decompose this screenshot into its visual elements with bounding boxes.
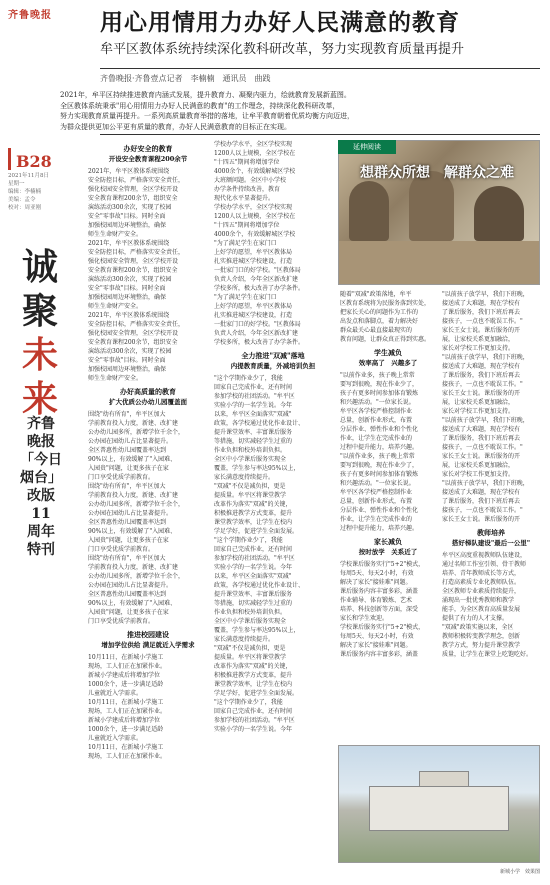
body-line: 以来，牟平区全面落实"双减"	[214, 573, 292, 580]
body-line: 90%以上，有效缓解了"入园难、	[88, 456, 177, 463]
body-line: 10月11日，在新城小学施工	[88, 654, 164, 661]
body-line: 改革作为落实"双减"的关键，	[214, 663, 292, 670]
body-line: 加强校园周边环境整治，确保	[88, 222, 167, 229]
body-line: 出发点和落脚点，着力解决好	[340, 318, 419, 325]
masthead-logo: 齐鲁晚报	[8, 10, 52, 21]
body-line: 10月11日，在新城小学施工	[88, 744, 164, 751]
body-line: 孩子有更多时间参加体育锻炼	[340, 471, 419, 478]
body-line: 全区普惠性幼儿园覆盖率达到	[88, 519, 167, 526]
divider	[100, 68, 540, 69]
body-line: 随着"双减"政策落地，牟平	[340, 291, 412, 298]
body-line: 家长对学校工作更加支持。	[442, 471, 515, 478]
body-line: 全区教师专业素质持续提升，	[442, 588, 521, 595]
body-line: 接送成了大难题，现在学校有	[442, 489, 521, 496]
body-line: "十四五"期间将增加学位	[214, 222, 280, 229]
body-line: 演练活动300余次，实现了校园	[88, 204, 172, 211]
body-line: 每周5天、每天2小时，有效	[340, 633, 414, 640]
section-heading: 全力推进"双减"落地	[241, 351, 305, 360]
body-line: 等措施，切实减轻学生过重的	[214, 438, 293, 445]
body-line: 学足学好，促进学生全面发展。	[214, 690, 299, 697]
body-line: 过程中提升能力，培养兴趣。	[340, 525, 419, 532]
body-line: 培养、科技创新等方面，深受	[340, 606, 419, 613]
body-line: 入园贵"问题，让更多孩子在家	[88, 537, 169, 544]
body-line: 涌现出一批优秀教师和教学	[442, 597, 515, 604]
feature-title: 想群众所想 解群众之难	[360, 165, 514, 181]
body-line: 提升课堂效率、丰富课后服务	[214, 429, 293, 436]
body-line: 接送成了大难题，现在学校有	[442, 363, 521, 370]
body-line: 新城小学建成后将增加学位	[88, 672, 161, 679]
body-line: 要写到很晚，现在作业少了，	[340, 381, 419, 388]
body-line: 公办幼儿园多所，新增学位千余个，	[88, 573, 185, 580]
body-line: 改革作为落实"双减"的关键，	[214, 501, 292, 508]
body-line: 2021年，牟平区教体系统围绕	[88, 168, 170, 175]
body-line: "这个学期作业少了，我能	[214, 699, 283, 706]
meta-line: 星期一	[8, 181, 25, 187]
body-line: 安全防控目标，严格落实安全责任，	[88, 321, 185, 328]
body-line: 围绕"幼有所育"，牟平区加大	[88, 483, 166, 490]
section-subheading: 内提教育质量，外减培训负担	[230, 362, 316, 370]
body-line: 作业，让学生在完成作业的	[340, 435, 413, 442]
body-line: "以前孩子放学早，我们下班晚，	[442, 291, 529, 298]
body-line: 强化校园安全管理，全区学校开设	[88, 330, 179, 337]
body-line: 展，让家校关系更加融洽，	[442, 336, 515, 343]
body-line: 牟平区高度重视教师队伍建设，	[442, 552, 527, 559]
body-line: 能手，为全区教育高质量发展	[442, 606, 521, 613]
body-line: 学校办学水平，全区学校实现	[214, 204, 293, 211]
body-line: 作业负担和校外培训负担。	[214, 447, 287, 454]
body-line: 总量，创新作业形式，布置	[340, 498, 413, 505]
body-line: 家长王女士说。课后服务的开	[442, 516, 521, 523]
body-line: 扎实推进城区学校建设，打造	[214, 312, 293, 319]
page-number: B28	[16, 152, 52, 171]
body-line: 1000余个，进一步满足适龄	[88, 681, 164, 688]
body-line: 学校办学水平，全区学校实现	[214, 141, 293, 148]
body-line: 和兴趣活动。"一位家长说。	[340, 480, 415, 487]
body-line: 群众最关心最直接最现实的	[340, 327, 413, 334]
body-line: 4000余个，有效缓解城区学校	[214, 168, 296, 175]
body-line: 1200人以上规模，全区学校在	[214, 213, 296, 220]
body-line: 了课后服务，我们下班后再去	[442, 435, 521, 442]
body-line: 教师积极转变教学理念，创新	[442, 633, 521, 640]
body-line: 师生生命财产安全。	[88, 375, 143, 382]
section-subheading: 开设安全教育课程200余节	[108, 155, 188, 163]
anniversary-line: 晚报	[27, 434, 55, 450]
body-line: 安全"零事故"目标。同时全面	[88, 357, 166, 364]
body-line: 公办园在园幼儿占比显著提升。	[88, 510, 173, 517]
body-line: 公办幼儿园多所，新增学位千余个，	[88, 501, 185, 508]
body-line: 上好学的愿望，牟平区教体局	[214, 303, 293, 310]
feature-column-a	[340, 290, 436, 740]
body-line: 提供了有力的人才支撑。	[442, 615, 509, 622]
body-line: 作业负担和校外培训负担。	[214, 609, 287, 616]
body-line: 儿童就近入学需求。	[88, 690, 143, 697]
body-line: 门口享受优质学前教育。	[88, 474, 155, 481]
body-line: 家长对学校工作更加支持。	[442, 408, 515, 415]
body-line: 家长王女士说。课后服务的开	[442, 390, 521, 397]
body-line: 大班额问题。全区中小学校	[214, 177, 287, 184]
section-heading: 学生减负	[374, 348, 402, 357]
body-line: 家长满意度持续提升。	[214, 636, 275, 643]
body-line: 入园贵"问题，让更多孩子在家	[88, 609, 169, 616]
body-line: 提升课堂效率、丰富课后服务	[214, 591, 293, 598]
body-line: 安全教育课程200余节，组织安全	[88, 195, 178, 202]
body-line: 教学方式，努力提升课堂教学	[442, 642, 521, 649]
slogan-char: 来	[21, 378, 58, 420]
body-line: "这个学期作业少了，我能	[214, 537, 283, 544]
body-line: 公办幼儿园多所，新增学位千余个，	[88, 429, 185, 436]
body-line: 学前教育投入力度，新建、改扩建	[88, 492, 179, 499]
body-line: 门口享受优质学前教育。	[88, 618, 155, 625]
body-line: 参加学校的社团活动。"牟平区	[214, 555, 295, 562]
body-line: 全区普惠性幼儿园覆盖率达到	[88, 591, 167, 598]
anniversary-line: 改版	[27, 488, 55, 504]
anniversary-line: 11	[31, 506, 51, 522]
body-line: 一批家门口的好学校。"区教体局	[214, 267, 301, 274]
body-line: 公办园在园幼儿占比显著提升。	[88, 582, 173, 589]
body-line: 加强校园周边环境整治，确保	[88, 366, 167, 373]
body-line: 展，让家校关系更加融洽，	[442, 399, 515, 406]
body-line: 学前教育投入力度，新建、改扩建	[88, 564, 179, 571]
page-subhead: 牟平区教体系统持续深化教科研改革，努力实现教育质量再提升	[100, 42, 465, 57]
section-subheading: 搭好梯队建设"最后一公里"	[451, 539, 531, 547]
body-line: 演练活动300余次，实现了校园	[88, 348, 172, 355]
body-line: 展，让家校关系更加融洽，	[442, 462, 515, 469]
body-line: "双减"不仅是减负担，更是	[214, 645, 286, 652]
body-line: 现场，工人们正在加紧作业。	[88, 708, 167, 715]
body-line: 了课后服务，我们下班后再去	[442, 498, 521, 505]
body-line: 接孩子，一点也不耽误工作。"	[442, 318, 523, 325]
anniversary-line: 烟台」	[20, 470, 62, 486]
body-line: 要写到很晚，现在作业少了，	[340, 462, 419, 469]
school-building-rendering	[338, 745, 540, 863]
lead-line: 努力实现教育质量再提升。一系列高质量教育举措的落地，让牟平教育朝着优质均衡方向迈进，	[60, 112, 354, 120]
body-line: 公办园在园幼儿占比显著提升。	[88, 438, 173, 445]
body-line: 家长对学校工作更加支持。	[442, 345, 515, 352]
body-line: 扎实推进城区学校建设，打造	[214, 258, 293, 265]
section-heading: 推进校园建设	[127, 630, 169, 639]
body-line: 过程中提升能力，培养兴趣。	[340, 444, 419, 451]
body-line: 解决了家长"接娃难"问题。	[340, 579, 412, 586]
body-line: 入园贵"问题，让更多孩子在家	[88, 465, 169, 472]
body-line: 师生生命财产安全。	[88, 231, 143, 238]
body-line: 孩子有更多时间参加体育锻炼	[340, 390, 419, 397]
body-line: 分层作业、弹性作业和个性化	[340, 426, 419, 433]
body-line: "为了满足学生在家门口	[214, 240, 277, 247]
body-line: 负责人介绍，今年全区新改扩建	[214, 330, 299, 337]
body-line: 全区中小学课后服务实现全	[214, 618, 287, 625]
body-line: 接孩子，一点也不耽误工作。"	[442, 507, 523, 514]
body-line: 安全教育课程200余节，组织安全	[88, 267, 178, 274]
body-line: 90%以上，有效缓解了"入园难、	[88, 600, 177, 607]
body-line: 培养、青年教师成长等方式，	[442, 570, 521, 577]
body-line: 学校多所，极大改善了办学条件。	[214, 339, 305, 346]
body-line: 家长和学生欢迎。	[340, 615, 389, 622]
body-line: 以来，牟平区全面落实"双减"	[214, 411, 292, 418]
body-line: 回家自己完成作业，还有时间	[214, 384, 293, 391]
anniversary-line: 齐鲁	[27, 416, 55, 432]
body-line: 作业辅导、体育锻炼、艺术	[340, 597, 413, 604]
body-line: 质量，让学生在课堂上吃饱吃好。	[442, 651, 533, 658]
byline: 齐鲁晚报·齐鲁壹点记者 李楠楠 通讯员 曲践	[100, 74, 271, 83]
body-line: 90%以上，有效缓解了"入园难、	[88, 528, 177, 535]
body-line: 演练活动300余次，实现了校园	[88, 276, 172, 283]
body-line: 家长王女士说。课后服务的开	[442, 327, 521, 334]
body-line: 了课后服务，我们下班后再去	[442, 372, 521, 379]
section-heading: 办好高质量的教育	[120, 387, 176, 396]
body-line: 打造高素质专业化教师队伍。	[442, 579, 521, 586]
body-line: 分层作业、弹性作业和个性化	[340, 507, 419, 514]
body-line: 积极推进教学方式变革，提升	[214, 672, 293, 679]
body-line: 全区普惠性幼儿园覆盖率达到	[88, 447, 167, 454]
section-heading: 教师培养	[477, 528, 505, 537]
vertical-slogan	[10, 245, 70, 421]
body-line: 1000余个，进一步满足适龄	[88, 726, 164, 733]
slogan-char: 聚	[21, 290, 58, 332]
body-line: 课堂教学效率，让学生在校内	[214, 519, 293, 526]
body-line: 4000余个，有效缓解城区学校	[214, 231, 296, 238]
anniversary-line: 「今日	[20, 452, 62, 468]
body-line: 学足学好，促进学生全面发展。	[214, 528, 299, 535]
body-line: "以前孩子放学早，我们下班晚，	[442, 417, 529, 424]
body-line: 安全"零事故"目标。同时全面	[88, 285, 166, 292]
slogan-char: 未	[21, 334, 58, 376]
body-line: 强化校园安全管理，全区学校开设	[88, 186, 179, 193]
body-line: 实验小学的一名学生说。今年	[214, 402, 293, 409]
body-line: 新城小学建成后将增加学位	[88, 717, 161, 724]
body-line: 教育问题，让群众真正得到实惠。	[340, 336, 431, 343]
body-line: 覆盖，学生参与率达95%以上，	[214, 465, 300, 472]
feature-column-b	[442, 290, 540, 740]
section-heading: 家长减负	[374, 537, 402, 546]
body-line: 学校课后服务实行"5+2"模式，	[340, 561, 425, 568]
body-line: 强化校园安全管理，全区学校开设	[88, 258, 179, 265]
slogan-char: 诚	[21, 246, 58, 288]
body-line: 提质量。牟平区将课堂教学	[214, 654, 287, 661]
body-line: 课堂教学效率，让学生在校内	[214, 681, 293, 688]
section-subheading: 按时放学 关系近了	[358, 548, 418, 556]
body-line: 政策，各学校通过优化作业设计、	[214, 420, 305, 427]
body-line: 全区中小学课后服务实现全	[214, 456, 287, 463]
body-line: "这个学期作业少了，我能	[214, 375, 283, 382]
body-line: 参加学校的社团活动。"牟平区	[214, 717, 295, 724]
body-line: 覆盖，学生参与率达95%以上，	[214, 627, 300, 634]
body-line: 接孩子，一点也不耽误工作。"	[442, 381, 523, 388]
page-headline: 用心用情用力办好人民满意的教育	[100, 9, 460, 36]
body-line: 回家自己完成作业，还有时间	[214, 546, 293, 553]
body-line: 围绕"幼有所育"，牟平区加大	[88, 555, 166, 562]
body-line: "以前孩子放学早，我们下班晚，	[442, 354, 529, 361]
body-line: 课后服务内容丰富多彩，涵盖	[340, 651, 419, 658]
body-line: 实验小学的一名学生说。今年	[214, 564, 293, 571]
lead-line: 2021年，牟平区持续推进教育内涵式发展，提升教育力、凝聚内驱力，绘就教育发展新蓝图。	[60, 91, 351, 99]
body-line: 安全教育课程200余节，组织安全	[88, 339, 178, 346]
body-line: 接送成了大难题，现在学校有	[442, 300, 521, 307]
divider	[100, 134, 540, 135]
body-line: "十四五"期间将增加学位	[214, 159, 280, 166]
body-line: 10月11日，在新城小学施工	[88, 699, 164, 706]
body-line: 回家自己完成作业，还有时间	[214, 708, 293, 715]
body-line: 现场，工人们正在加紧作业。	[88, 753, 167, 760]
body-line: 儿童就近入学需求。	[88, 735, 143, 742]
section-subheading: 扩大优质公办幼儿园覆盖面	[109, 398, 187, 406]
body-line: 安全防控目标，严格落实安全责任，	[88, 177, 185, 184]
body-line: "以前作业多，孩子晚上常常	[340, 372, 415, 379]
body-line: 政策，各学校通过优化作业设计、	[214, 582, 305, 589]
body-line: 负责人介绍，今年全区新改扩建	[214, 276, 299, 283]
body-line: 学前教育投入力度，新建、改扩建	[88, 420, 179, 427]
body-line: 学校多所，极大改善了办学条件。	[214, 285, 305, 292]
body-line: 接孩子，一点也不耽误工作。"	[442, 444, 523, 451]
body-line: 积极推进教学方式变革，提升	[214, 510, 293, 517]
body-line: 总量，创新作业形式，布置	[340, 417, 413, 424]
body-line: 2021年，牟平区教体系统围绕	[88, 312, 170, 319]
body-line: 家长王女士说。课后服务的开	[442, 453, 521, 460]
page-meta	[8, 172, 62, 212]
body-line: 1200人以上规模，全区学校在	[214, 150, 296, 157]
meta-line: 编辑：李楠楠	[8, 189, 42, 195]
meta-line: 美编：孟令	[8, 197, 36, 203]
body-line: 通过名师工作室引领、骨干教师	[442, 561, 527, 568]
lead-line: 全区教体系统秉承"用心用情用力办好人民满意的教育"的工作理念，持续深化教科研改革，	[60, 101, 340, 110]
body-line: 解决了家长"接娃难"问题。	[340, 642, 412, 649]
anniversary-line: 周年	[27, 524, 55, 540]
body-line: 把家长关心的问题作为工作的	[340, 309, 419, 316]
meta-line: 2021年11月8日	[8, 173, 49, 179]
section-subheading: 效率高了 兴趣多了	[358, 359, 418, 367]
body-line: "双减"政策实施以来，全区	[442, 624, 514, 631]
body-line: 加强校园周边环境整治，确保	[88, 294, 167, 301]
body-line: 门口享受优质学前教育。	[88, 546, 155, 553]
body-line: 安全"零事故"目标。同时全面	[88, 213, 166, 220]
body-line: 每周5天、每天2小时，有效	[340, 570, 414, 577]
section-subheading: 增加学位供给 满足就近入学需求	[101, 641, 195, 649]
body-line: 接送成了大难题，现在学校有	[442, 426, 521, 433]
body-line: 上好学的愿望，牟平区教体局	[214, 249, 293, 256]
body-line: "为了满足学生在家门口	[214, 294, 277, 301]
body-line: 家长满意度持续提升。	[214, 474, 275, 481]
page-accent-bar	[8, 148, 11, 170]
body-line: 一批家门口的好学校。"区教体局	[214, 321, 301, 328]
article-column-1	[88, 140, 208, 870]
body-line: "以前作业多，孩子晚上常常	[340, 453, 415, 460]
anniversary-label	[14, 415, 68, 559]
body-line: 学校课后服务实行"5+2"模式，	[340, 624, 425, 631]
body-line: "以前孩子放学早，我们下班晚，	[442, 480, 529, 487]
extended-reading-tag: 延伸阅读	[338, 140, 396, 154]
body-line: 办学条件持续改善，教育	[214, 186, 281, 193]
body-line: 现场，工人们正在加紧作业。	[88, 663, 167, 670]
body-line: 牟平区各学校严格控制作业	[340, 408, 413, 415]
lead-paragraph	[60, 90, 540, 132]
section-heading: 办好安全的教育	[123, 144, 173, 153]
body-line: 了课后服务，我们下班后再去	[442, 309, 521, 316]
body-line: 参加学校的社团活动。"牟平区	[214, 393, 295, 400]
body-line: 等措施，切实减轻学生过重的	[214, 600, 293, 607]
anniversary-line: 特刊	[27, 542, 55, 558]
photo-caption: 新城小学 效果图	[500, 869, 541, 875]
body-line: 和兴趣活动。"一位家长说。	[340, 399, 415, 406]
body-line: 现代化水平显著提升。	[214, 195, 275, 202]
body-line: 安全防控目标，严格落实安全责任，	[88, 249, 185, 256]
body-line: 牟平区各学校严格控制作业	[340, 489, 413, 496]
article-column-2	[214, 140, 332, 870]
body-line: 2021年，牟平区教体系统围绕	[88, 240, 170, 247]
body-line: 课后服务内容丰富多彩，涵盖	[340, 588, 419, 595]
lead-line: 为群众提供更加公平更有质量的教育，办好人民满意教育的目标正在实现。	[60, 122, 291, 131]
body-line: 提质量。牟平区将课堂教学	[214, 492, 287, 499]
body-line: 围绕"幼有所育"，牟平区加大	[88, 411, 166, 418]
body-line: 作业，让学生在完成作业的	[340, 516, 413, 523]
body-line: 实验小学的一名学生说。今年	[214, 726, 293, 733]
meta-line: 校对：周亚刚	[8, 205, 42, 211]
body-line: 师生生命财产安全。	[88, 303, 143, 310]
body-line: 区教育系统将为民服务落到实处，	[340, 300, 431, 307]
body-line: "双减"不仅是减负担，更是	[214, 483, 286, 490]
